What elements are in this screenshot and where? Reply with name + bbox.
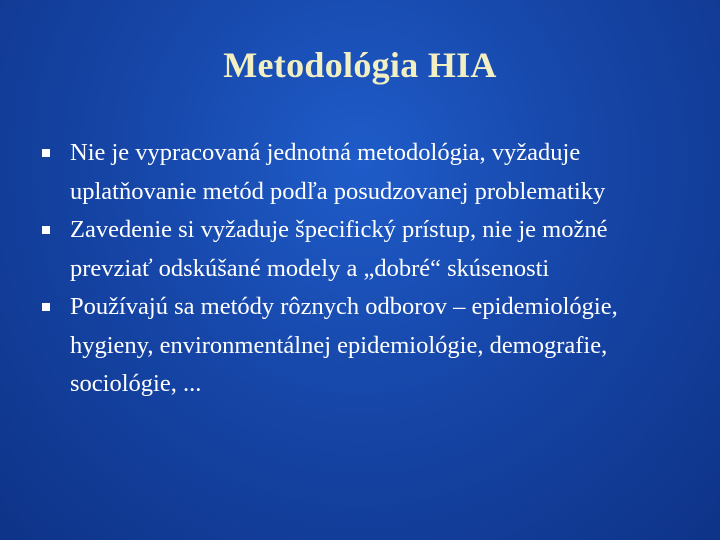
square-bullet-icon (42, 303, 50, 311)
square-bullet-icon (42, 226, 50, 234)
bullet-item-2 (38, 211, 678, 288)
bullet-item-1 (38, 134, 678, 211)
bullet-text-2: Zavedenie si vyžaduje špecifický prístup, nie je možné prevziať odskúšané modely a „dobré“ skúsenosti (70, 216, 608, 282)
square-bullet-icon (42, 149, 50, 157)
bullet-item-3 (38, 288, 678, 404)
bullet-text-1: Nie je vypracovaná jednotná metodológia, vyžaduje uplatňovanie metód podľa posudzovanej problematiky (70, 139, 606, 205)
bullet-list (38, 134, 678, 404)
bullet-text-3: Používajú sa metódy rôznych odborov – epidemiológie, hygieny, environmentálnej epidemiológie, demografie, sociológie, ... (70, 293, 618, 397)
slide-title: Metodológia HIA (223, 45, 497, 85)
